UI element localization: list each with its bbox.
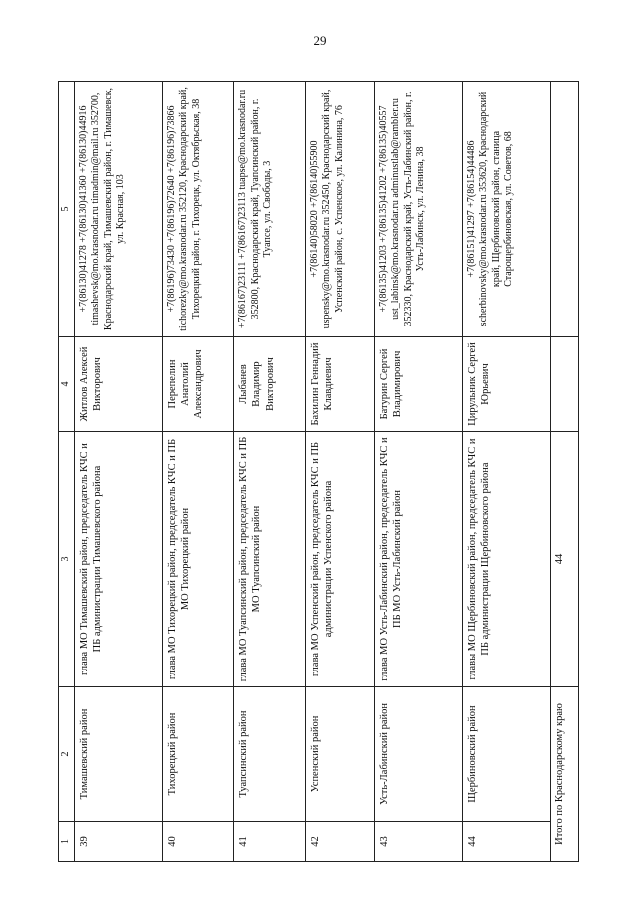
official-name: Батурин Сергей Владимирович [374,337,462,432]
official-position: глава МО Тихорецкий район, председатель КЧС и ПБ МО Тихорецкий район [162,432,234,687]
table-row [234,82,306,862]
contact-info: +7(86151)41297 +7(86154)44486 scherbinovsky@mo.krasnodar.ru 353620, Краснодарский край, Щербиновский район, станица Старощербиновская, ул. Советов, 68 [462,82,550,337]
official-name: Цирульник Сергей Юрьевич [462,337,550,432]
district-name: Успенский район [305,687,374,822]
district-name: Щербиновский район [462,687,550,822]
contact-info: +7(86130)41278 +7(86130)41360 +7(86130)44916 timashevsk@mo.krasnodar.ru timadmin@mail.ru 352700, Краснодарский край, Тимашевский район, г. Тимашевск, ул. Красная, 103 [74,82,162,337]
total-row [550,82,578,862]
district-name: Усть-Лабинский район [374,687,462,822]
contact-info: +7(86140)58020 +7(86140)55900 uspensky@mo.krasnodar.ru 352450, Краснодарский край, Успенский район, с. Успенское, ул. Калинина, 76 [305,82,374,337]
rotated-table-area [58,82,579,862]
page-number: 29 [313,33,327,48]
district-name: Тимашевский район [74,687,162,822]
district-name: Тихорецкий район [162,687,234,822]
header-cell-5: 5 [59,82,75,337]
rotated-table-container [58,82,579,862]
official-name: Перепелин Анатолий Александрович [162,337,234,432]
official-name: Житлов Алексей Викторович [74,337,162,432]
official-name: Лыбанев Владимир Викторович [234,337,306,432]
total-count: 44 [550,432,578,687]
row-number: 43 [374,822,462,862]
official-position: глава МО Тимашевский район, председатель КЧС и ПБ администрации Тимашевского района [74,432,162,687]
header-row [59,82,75,862]
table-row [305,82,374,862]
header-cell-1: 1 [59,822,75,862]
row-number: 40 [162,822,234,862]
header-cell-3: 3 [59,432,75,687]
district-name: Туапсинский район [234,687,306,822]
table-row [374,82,462,862]
official-name: Бахилин Геннадий Клавдиевич [305,337,374,432]
table-row [462,82,550,862]
contact-info: +7(86196)73430 +7(86196)72640 +7(86196)73866 tichorezky@mo.krasnodar.ru 352120, Краснодарский край, Тихорецкий район, г. Тихорецк, ул. Октябрьская, 38 [162,82,234,337]
official-position: глава МО Успенский район, председатель КЧС и ПБ администрации Успенского района [305,432,374,687]
row-number: 39 [74,822,162,862]
official-position: главы МО Щербиновский район, председатель КЧС и ПБ администрации Щербиновского района [462,432,550,687]
header-cell-2: 2 [59,687,75,822]
total-empty-cell [550,337,578,432]
table-row [162,82,234,862]
official-position: глава МО Туапсинский район, председатель КЧС и ПБ МО Туапсинский район [234,432,306,687]
official-position: глава МО Усть-Лабинский район, председатель КЧС и ПБ МО Усть-Лабинский район [374,432,462,687]
row-number: 41 [234,822,306,862]
table-row [74,82,162,862]
total-label: Итого по Краснодарскому краю [550,687,578,862]
contact-info: +7(86135)41203 +7(86135)41202 +7(86135)40557 ust_labinsk@mo.krasnodar.ru adminustlab@rambler.ru 352330, Краснодарский край, Усть-Лабинский район, г. Усть-Лабинск, ул. Ленина, 38 [374,82,462,337]
contacts-table [58,81,579,862]
row-number: 44 [462,822,550,862]
contact-info: +7(86167)23111 +7(86167)23113 tuapse@mo.krasnodar.ru 352800, Краснодарский край, Туапсинский район, г. Туапсе, ул. Свободы, 3 [234,82,306,337]
total-empty-cell [550,82,578,337]
row-number: 42 [305,822,374,862]
header-cell-4: 4 [59,337,75,432]
